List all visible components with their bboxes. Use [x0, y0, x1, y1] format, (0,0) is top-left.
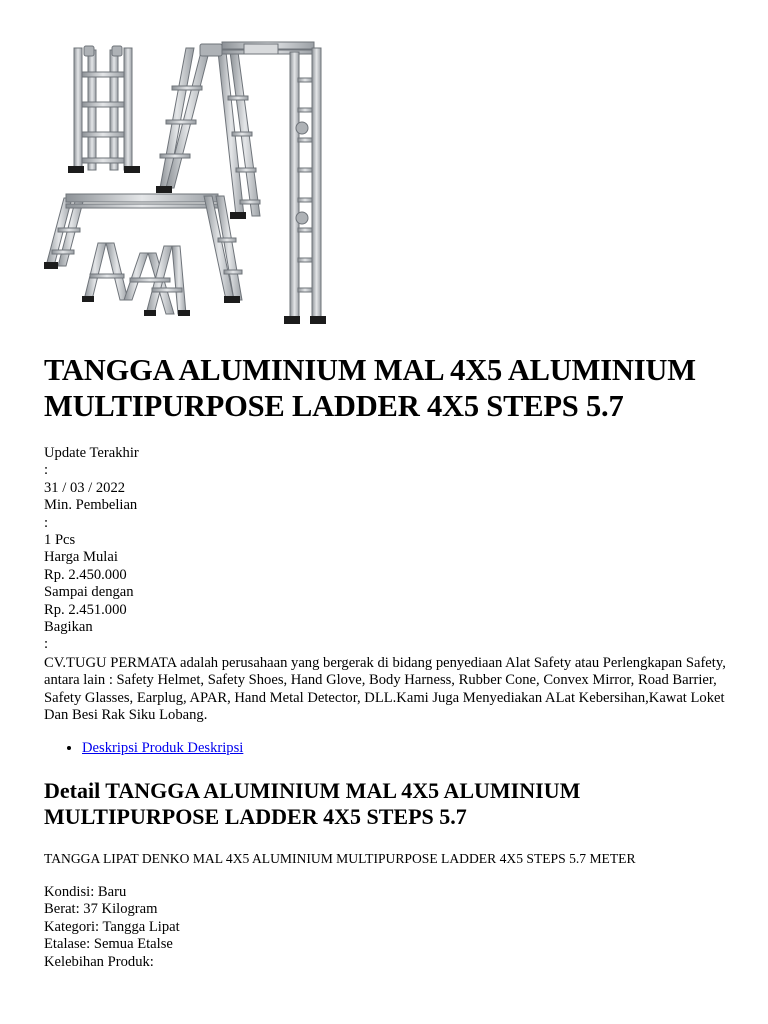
ladder-folded-icon [74, 46, 132, 170]
separator: : [44, 462, 49, 479]
spec-advantages: Kelebihan Produk: [44, 953, 154, 970]
product-meta [44, 445, 734, 654]
min-purchase-label: Min. Pembelian [44, 497, 138, 514]
min-purchase-value: 1 Pcs [44, 532, 76, 549]
price-to-label: Sampai dengan [44, 584, 134, 601]
update-value: 31 / 03 / 2022 [44, 479, 126, 496]
spec-category: Kategori: Tangga Lipat [44, 918, 180, 935]
price-to-value: Rp. 2.451.000 [44, 601, 127, 618]
description-tabs [44, 740, 243, 757]
ladder-scaffold-icon [46, 194, 242, 300]
update-label: Update Terakhir [44, 445, 139, 461]
product-subtitle: TANGGA LIPAT DENKO MAL 4X5 ALUMINIUM MULTIPURPOSE LADDER 4X5 STEPS 5.7 METER [44, 851, 636, 866]
product-title: TANGGA ALUMINIUM MAL 4X5 ALUMINIUM MULTIPURPOSE LADDER 4X5 STEPS 5.7 [44, 353, 696, 423]
price-from-value: Rp. 2.450.000 [44, 566, 127, 583]
company-description: CV.TUGU PERMATA adalah perusahaan yang bergerak di bidang penyediaan Alat Safety atau Perlengkapan Safety, antara lain : Safety Helmet, Safety Shoes, Hand Glove, Body Harness, Rubber Cone, Convex Mirror, Road Barrier, Safety Glasses, Earplug, APAR, Hand Metal Detector, DLL.Kami Juga Menyediakan ALat Kebersihan,Kawat Loket Dan Besi Rak Siku Lobang. [44, 655, 726, 724]
spec-showcase: Etalase: Semua Etalse [44, 936, 173, 953]
product-image [44, 38, 344, 328]
detail-heading: Detail TANGGA ALUMINIUM MAL 4X5 ALUMINIUM MULTIPURPOSE LADDER 4X5 STEPS 5.7 [44, 778, 581, 829]
ladder-aframe-icon [160, 44, 260, 216]
product-specs [44, 884, 734, 971]
separator: : [44, 514, 49, 531]
tab-deskripsi-link[interactable]: Deskripsi Produk Deskripsi [82, 740, 244, 756]
share-label: Bagikan [44, 619, 93, 636]
separator: : [44, 636, 49, 653]
price-from-label: Harga Mulai [44, 549, 118, 566]
ladder-mshape-icon [84, 243, 186, 314]
spec-weight: Berat: 37 Kilogram [44, 901, 158, 918]
tab-item [82, 740, 243, 757]
spec-condition: Kondisi: Baru [44, 884, 127, 900]
